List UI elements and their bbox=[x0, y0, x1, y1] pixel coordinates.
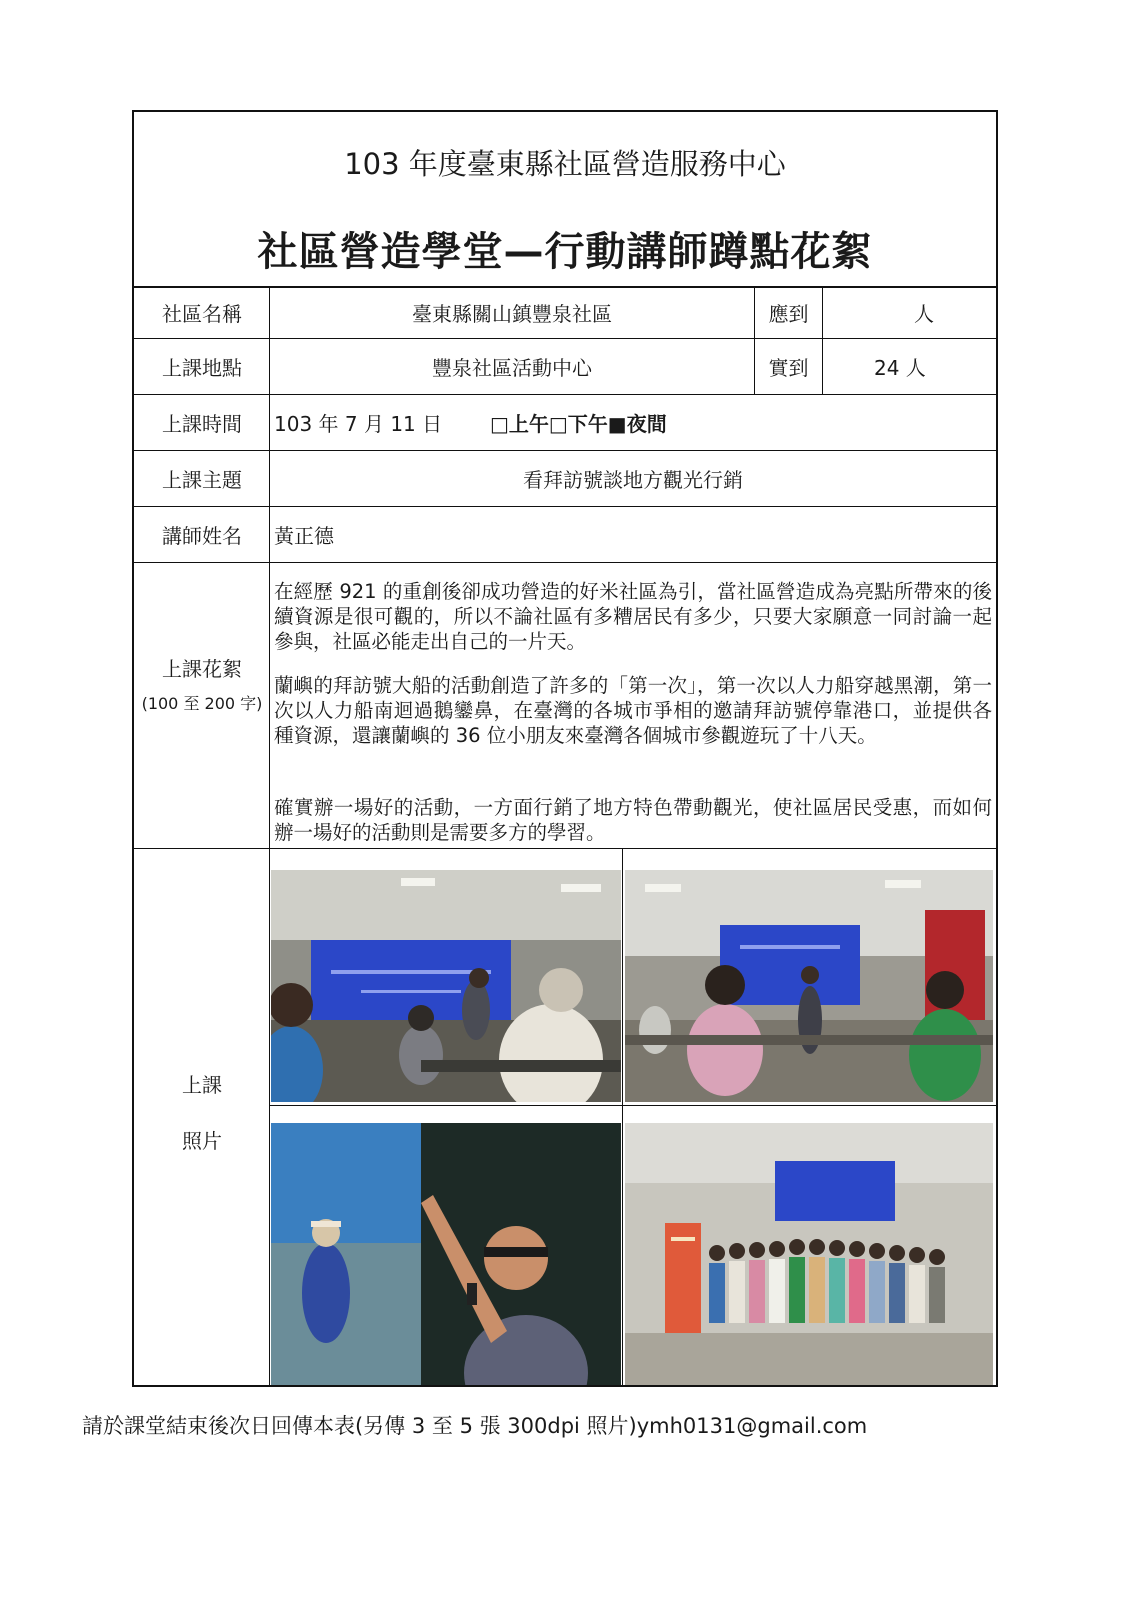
location-value: 豐泉社區活動中心 bbox=[432, 355, 592, 380]
expected-label: 應到 bbox=[768, 301, 809, 326]
time-label: 上課時間 bbox=[162, 411, 242, 436]
time-options: □上午□下午■夜間 bbox=[490, 411, 667, 436]
page-title: 社區營造學堂—行動講師蹲點花絮 bbox=[257, 229, 873, 275]
footer-note: 請於課堂結束後次日回傳本表(另傳 3 至 5 張 300dpi 照片)ymh0131@gmail.com bbox=[82, 1414, 868, 1438]
highlights-paragraph-2: 蘭嶼的拜訪號大船的活動創造了許多的「第一次」，第一次以人力船穿越黑潮，第一次以人力船南迴過鵝鑾鼻，在臺灣的各城市爭相的邀請拜訪號停靠港口，並提供各種資源，還讓蘭嶼的 36 位小朋友來臺灣各個城市參觀遊玩了十八天。 bbox=[274, 674, 992, 747]
location-label: 上課地點 bbox=[162, 355, 242, 380]
photos-label-line2: 照片 bbox=[182, 1128, 222, 1153]
topic-value: 看拜訪號談地方觀光行銷 bbox=[523, 467, 743, 492]
community-label: 社區名稱 bbox=[162, 301, 242, 326]
teacher-value: 黃正德 bbox=[274, 523, 334, 548]
actual-label: 實到 bbox=[768, 355, 809, 380]
class-photo-1 bbox=[271, 870, 621, 1102]
title-box bbox=[134, 112, 996, 288]
photos-label-line1: 上課 bbox=[182, 1072, 222, 1097]
topic-label: 上課主題 bbox=[162, 467, 242, 492]
photo-row-divider bbox=[270, 1105, 996, 1106]
class-photo-2 bbox=[625, 870, 993, 1102]
community-value: 臺東縣關山鎮豐泉社區 bbox=[412, 301, 612, 326]
highlights-label: 上課花絮 bbox=[162, 656, 242, 681]
teacher-label: 講師姓名 bbox=[162, 523, 242, 548]
actual-value: 24 人 bbox=[874, 355, 926, 380]
row-divider bbox=[134, 562, 996, 563]
class-photo-3 bbox=[271, 1123, 621, 1385]
expected-value: 人 bbox=[914, 301, 934, 326]
highlights-paragraph-1: 在經歷 921 的重創後卻成功營造的好米社區為引，當社區營造成為亮點所帶來的後續資源是很可觀的，所以不論社區有多糟居民有多少，只要大家願意一同討論一起參與，社區必能走出自己的一片天。 bbox=[274, 580, 992, 653]
count-value-divider bbox=[822, 286, 823, 394]
highlights-sublabel: (100 至 200 字) bbox=[141, 693, 263, 713]
row-divider bbox=[134, 848, 996, 849]
photo-column-divider bbox=[622, 848, 623, 1385]
time-value: 103 年 7 月 11 日 bbox=[274, 411, 443, 436]
form-frame bbox=[132, 110, 998, 1387]
page-subtitle: 103 年度臺東縣社區營造服務中心 bbox=[344, 147, 786, 181]
class-photo-4 bbox=[625, 1123, 993, 1385]
highlights-paragraph-3: 確實辦一場好的活動，一方面行銷了地方特色帶動觀光，使社區居民受惠，而如何辦一場好的活動則是需要多方的學習。 bbox=[274, 796, 992, 844]
